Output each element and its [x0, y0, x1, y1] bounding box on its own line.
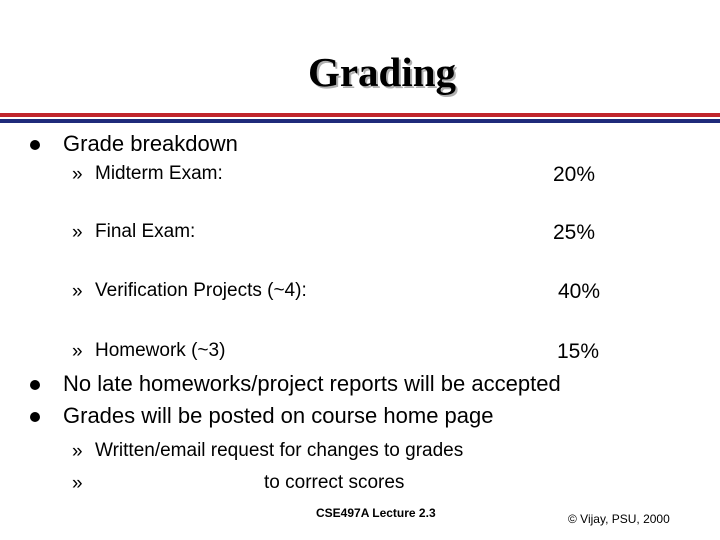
- bullet-dot: [30, 380, 40, 390]
- sub-item-value: 15%: [557, 340, 600, 363]
- sub-item-label: Written/email request for changes to grades: [95, 440, 464, 461]
- slide-title: Grading: [307, 49, 457, 95]
- sub-marker: »: [72, 222, 83, 243]
- sub-item-label: Midterm Exam:: [95, 163, 223, 184]
- bullet-text-grades-posted: Grades will be posted on course home page: [63, 403, 494, 428]
- sub-item-value: 20%: [553, 163, 596, 186]
- sub-item-label: Homework (~3): [95, 340, 226, 361]
- sub-marker: »: [72, 473, 83, 494]
- title-rule-red: [0, 113, 720, 117]
- footer-copyright: © Vijay, PSU, 2000: [568, 512, 670, 526]
- sub-marker: »: [72, 281, 83, 302]
- sub-item-label: Final Exam:: [95, 221, 196, 242]
- bullet-text-grade-breakdown: Grade breakdown: [63, 131, 238, 156]
- bullet-dot: [30, 140, 40, 150]
- title-rule-blue: [0, 119, 720, 123]
- bullet-dot: [30, 412, 40, 422]
- sub-marker: »: [72, 341, 83, 362]
- sub-item-label: Verification Projects (~4):: [95, 280, 307, 301]
- sub-marker: »: [72, 441, 83, 462]
- bullet-text-no-late: No late homeworks/project reports will be accepted: [63, 371, 561, 396]
- sub-item-value: 40%: [558, 280, 601, 303]
- sub-item-label: to correct scores: [264, 472, 405, 493]
- sub-marker: »: [72, 164, 83, 185]
- footer-lecture-label: CSE497A Lecture 2.3: [316, 506, 436, 520]
- sub-item-value: 25%: [553, 221, 596, 244]
